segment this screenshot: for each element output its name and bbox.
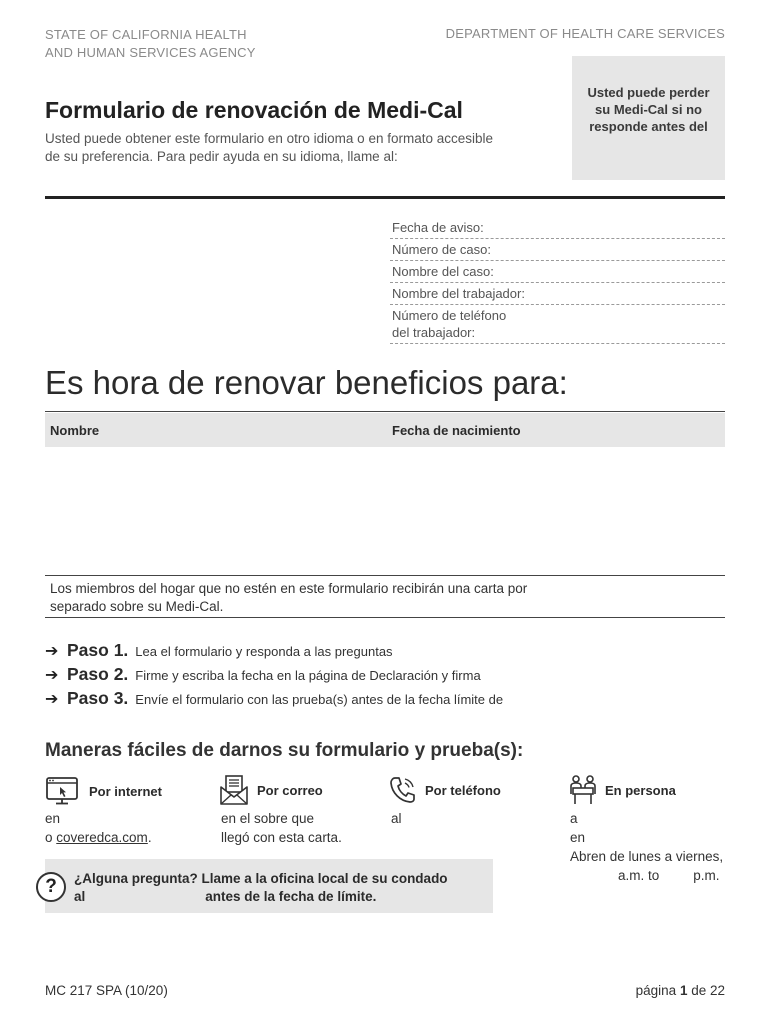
notice-date-field[interactable]: Fecha de aviso: [390,217,725,239]
step-1 [45,640,393,661]
internet-line-1: en [45,811,61,826]
table-top-rule [45,411,725,412]
method-internet-text [45,809,152,847]
questions-line-2-left: al [74,889,86,904]
notice-line-1: Usted puede perder [587,85,710,100]
worker-name-field[interactable]: Nombre del trabajador: [390,283,725,305]
in-person-line-3: Abren de lunes a viernes, [570,849,724,864]
table-bottom-rule [45,575,725,576]
page-current: 1 [679,983,688,998]
method-phone [389,775,501,805]
questions-text [74,870,448,906]
household-note-line-1: Los miembros del hogar que no estén en este formulario recibirán una carta por [50,581,528,596]
deadline-notice-box [572,56,725,180]
in-person-am: a.m. to [618,868,660,883]
column-header-name: Nombre [50,423,100,438]
worker-phone-label-line-2: del trabajador: [392,325,476,340]
column-header-dob: Fecha de nacimiento [392,423,521,438]
phone-line-1: al [391,811,402,826]
members-table-header [45,413,725,447]
header-divider [45,196,725,199]
method-phone-label: Por teléfono [425,782,501,798]
form-id: MC 217 SPA (10/20) [45,983,168,998]
questions-line-1: ¿Alguna pregunta? Llame a la oficina local de su condado [74,871,448,886]
questions-line-2 [74,888,448,906]
notice-line-2: su Medi-Cal si no [595,102,702,117]
page-number [636,983,725,998]
case-number-field[interactable]: Número de caso: [390,239,725,261]
method-mail-label: Por correo [257,782,323,798]
questions-line-2-right: antes de la fecha de límite. [205,889,377,904]
agency-line-1: STATE OF CALIFORNIA HEALTH [45,27,247,42]
worker-phone-label-line-1: Número de teléfono [392,308,507,323]
internet-line-2 [45,828,152,847]
phone-icon [389,775,417,805]
mail-line-1: en el sobre que [221,811,315,826]
mail-line-2: llegó con esta carta. [221,830,342,845]
internet-line-2-prefix: o [45,830,57,845]
coveredca-link[interactable]: coveredca.com [56,830,148,845]
arrow-right-icon: ➔ [45,667,59,684]
renewal-headline: Es hora de renovar beneficios para: [45,364,568,401]
subtitle-line-1: Usted puede obtener este formulario en otro idioma o en formato accesible [45,131,494,146]
computer-icon [45,776,81,806]
step-1-label: Paso 1. [67,640,129,660]
method-in-person-text [570,809,723,885]
arrow-right-icon: ➔ [45,643,59,660]
method-mail-text [221,809,342,847]
form-title: Formulario de renovación de Medi-Cal [45,97,463,123]
worker-phone-field[interactable] [390,305,725,344]
people-at-desk-icon [569,774,597,806]
step-3-text: Envíe el formulario con las prueba(s) antes de la fecha límite de [135,692,504,707]
household-note [50,580,650,616]
method-phone-text [391,809,402,828]
step-3-label: Paso 3. [67,688,129,708]
department-name: DEPARTMENT OF HEALTH CARE SERVICES [445,26,725,41]
method-internet-label: Por internet [89,783,162,799]
question-icon: ? [36,872,66,902]
case-info-fields [390,217,725,344]
in-person-line-2: en [570,830,586,845]
step-2-label: Paso 2. [67,664,129,684]
step-1-text: Lea el formulario y responda a las preguntas [135,644,393,659]
case-name-field[interactable]: Nombre del caso: [390,261,725,283]
submission-methods-title: Maneras fáciles de darnos su formulario y prueba(s): [45,740,524,761]
household-note-rule [45,617,725,618]
household-note-line-2: separado sobre su Medi-Cal. [50,599,224,614]
method-internet [45,776,162,806]
in-person-pm: p.m. [693,868,720,883]
step-2 [45,664,481,685]
agency-name [45,26,256,62]
internet-line-2-suffix: . [147,830,152,845]
method-in-person [569,774,676,806]
arrow-right-icon: ➔ [45,691,59,708]
in-person-line-1: a [570,811,578,826]
page-prefix: página [635,983,680,998]
notice-line-3: responde antes del [589,119,708,134]
mail-envelope-icon [219,774,249,806]
step-2-text: Firme y escriba la fecha en la página de Declaración y firma [135,668,481,683]
form-subtitle [45,130,555,166]
agency-line-2: AND HUMAN SERVICES AGENCY [45,45,256,60]
page-suffix: de 22 [687,983,725,998]
in-person-hours [570,866,723,885]
method-in-person-label: En persona [605,782,676,798]
method-mail [219,774,323,806]
step-3 [45,688,503,709]
subtitle-line-2: de su preferencia. Para pedir ayuda en su idioma, llame al: [45,149,398,164]
